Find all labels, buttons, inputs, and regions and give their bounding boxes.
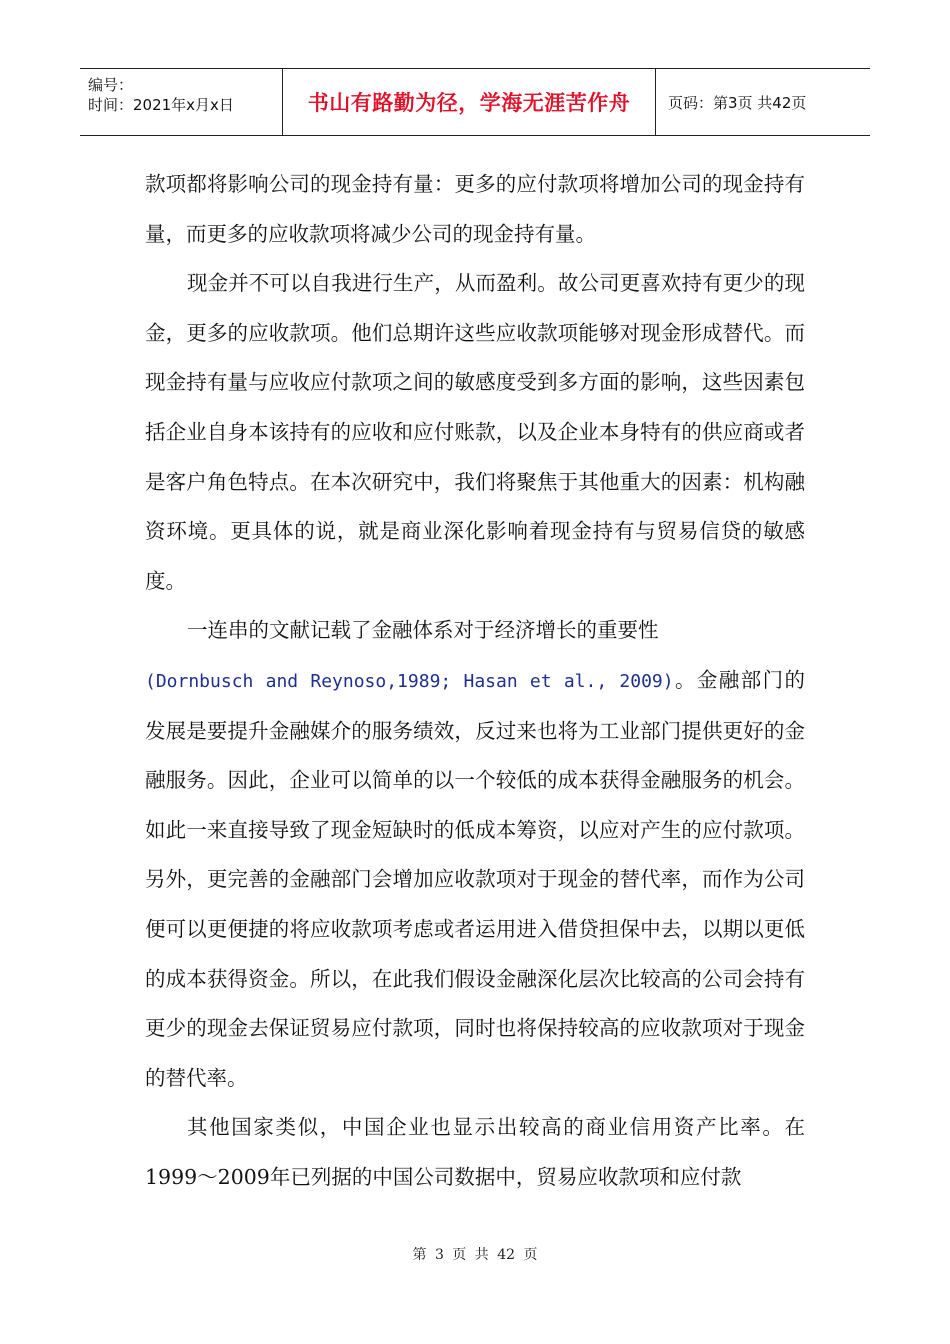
document-body xyxy=(145,160,805,1202)
page-info-text: 页码：第3页 共42页 xyxy=(668,93,807,112)
document-number-label: 编号： xyxy=(88,76,134,94)
paragraph-4: 其他国家类似，中国企业也显示出较高的商业信用资产比率。在1999～2009年已列据的中国公司数据中，贸易应收款项和应付款 xyxy=(145,1115,805,1189)
paragraph-3 xyxy=(145,606,805,1103)
header-motto-cell xyxy=(283,69,656,135)
paragraph-1: 款项都将影响公司的现金持有量：更多的应付款项将增加公司的现金持有量，而更多的应收款项将减少公司的现金持有量。 xyxy=(145,172,805,246)
document-date-label: 时间：2021年x月x日 xyxy=(88,96,234,114)
footer-page-number: 第 3 页 共 42 页 xyxy=(412,1247,538,1263)
paragraph-3-lead: 一连串的文献记载了金融体系对于经济增长的重要性 xyxy=(187,618,659,643)
paragraph-3-rest: 。金融部门的发展是要提升金融媒介的服务绩效，反过来也将为工业部门提供更好的金融服务。因此，企业可以简单的以一个较低的成本获得金融服务的机会。如此一来直接导致了现金短缺时的低成本筹资，以应对产生的应付款项。另外，更完善的金融部门会增加应收款项对于现金的替代率，而作为公司便可以更便捷的将应收款项考虑或者运用进入借贷担保中去，以期以更低的成本获得资金。所以，在此我们假设金融深化层次比较高的公司会持有更少的现金去保证贸易应付款项，同时也将保持较高的应收款项对于现金的替代率。 xyxy=(145,667,806,1090)
header-meta xyxy=(80,69,283,135)
page-header xyxy=(80,68,870,136)
paragraph-2: 现金并不可以自我进行生产，从而盈利。故公司更喜欢持有更少的现金，更多的应收款项。他们总期许这些应收款项能够对现金形成替代。而现金持有量与应收应付款项之间的敏感度受到多方面的影响，这些因素包括企业自身本该持有的应收和应付账款，以及企业本身特有的供应商或者是客户角色特点。在本次研究中，我们将聚焦于其他重大的因素：机构融资环境。更具体的说，就是商业深化影响着现金持有与贸易信贷的敏感度。 xyxy=(145,271,805,593)
page-footer xyxy=(0,1244,950,1264)
header-page-info xyxy=(656,69,870,135)
header-motto: 书山有路勤为径，学海无涯苦作舟 xyxy=(307,91,631,115)
citation-link[interactable]: (Dornbusch and Reynoso,1989; Hasan et al., 2009) xyxy=(145,670,674,692)
